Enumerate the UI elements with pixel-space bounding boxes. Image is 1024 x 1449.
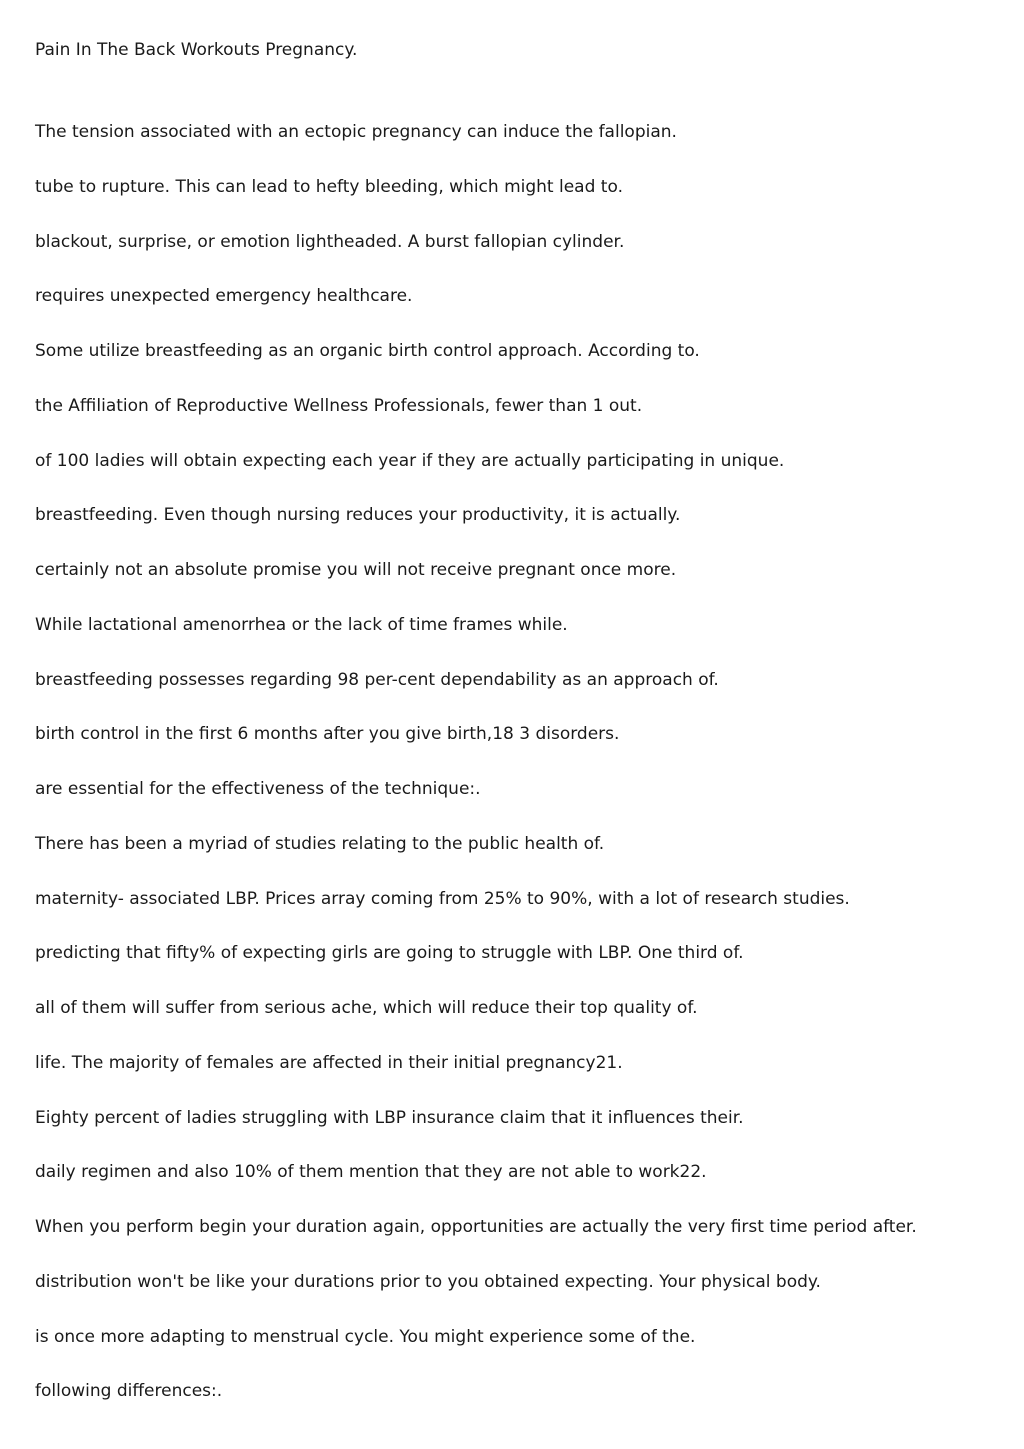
text-line: blackout, surprise, or emotion lightheaded. A burst fallopian cylinder. bbox=[35, 231, 625, 252]
text-line: are essential for the effectiveness of the technique:. bbox=[35, 779, 481, 799]
text-line: distribution won't be like your durations prior to you obtained expecting. Your physical body. bbox=[35, 1271, 821, 1292]
text-line: the Affiliation of Reproductive Wellness Professionals, fewer than 1 out. bbox=[35, 395, 643, 416]
text-line: certainly not an absolute promise you will not receive pregnant once more. bbox=[35, 560, 677, 580]
text-line: Eighty percent of ladies struggling with LBP insurance claim that it influences their. bbox=[35, 1107, 744, 1128]
text-line: When you perform begin your duration again, opportunities are actually the very first time period after. bbox=[35, 1217, 917, 1237]
text-line: breastfeeding. Even though nursing reduces your productivity, it is actually. bbox=[35, 505, 681, 526]
text-line: breastfeeding possesses regarding 98 per-cent dependability as an approach of. bbox=[35, 669, 719, 690]
document-body bbox=[35, 120, 995, 1434]
text-line: requires unexpected emergency healthcare. bbox=[35, 286, 413, 307]
text-line: maternity- associated LBP. Prices array coming from 25% to 90%, with a lot of research studies. bbox=[35, 888, 850, 909]
text-line: of 100 ladies will obtain expecting each year if they are actually participating in unique. bbox=[35, 450, 785, 471]
text-line: predicting that fifty% of expecting girls are going to struggle with LBP. One third of. bbox=[35, 943, 744, 964]
text-line: daily regimen and also 10% of them mention that they are not able to work22. bbox=[35, 1162, 707, 1183]
text-line: life. The majority of females are affected in their initial pregnancy21. bbox=[35, 1052, 623, 1073]
text-line: tube to rupture. This can lead to hefty bleeding, which might lead to. bbox=[35, 176, 623, 197]
text-line: is once more adapting to menstrual cycle. You might experience some of the. bbox=[35, 1326, 696, 1347]
text-line: following differences:. bbox=[35, 1381, 223, 1402]
text-line: Some utilize breastfeeding as an organic birth control approach. According to. bbox=[35, 341, 700, 361]
text-line: While lactational amenorrhea or the lack of time frames while. bbox=[35, 614, 568, 635]
text-line: The tension associated with an ectopic pregnancy can induce the fallopian. bbox=[35, 122, 677, 142]
text-line: There has been a myriad of studies relating to the public health of. bbox=[35, 833, 605, 854]
text-line: birth control in the first 6 months after you give birth,18 3 disorders. bbox=[35, 724, 620, 745]
document-title: Pain In The Back Workouts Pregnancy. bbox=[35, 40, 358, 60]
text-line: all of them will suffer from serious ache, which will reduce their top quality of. bbox=[35, 998, 698, 1018]
